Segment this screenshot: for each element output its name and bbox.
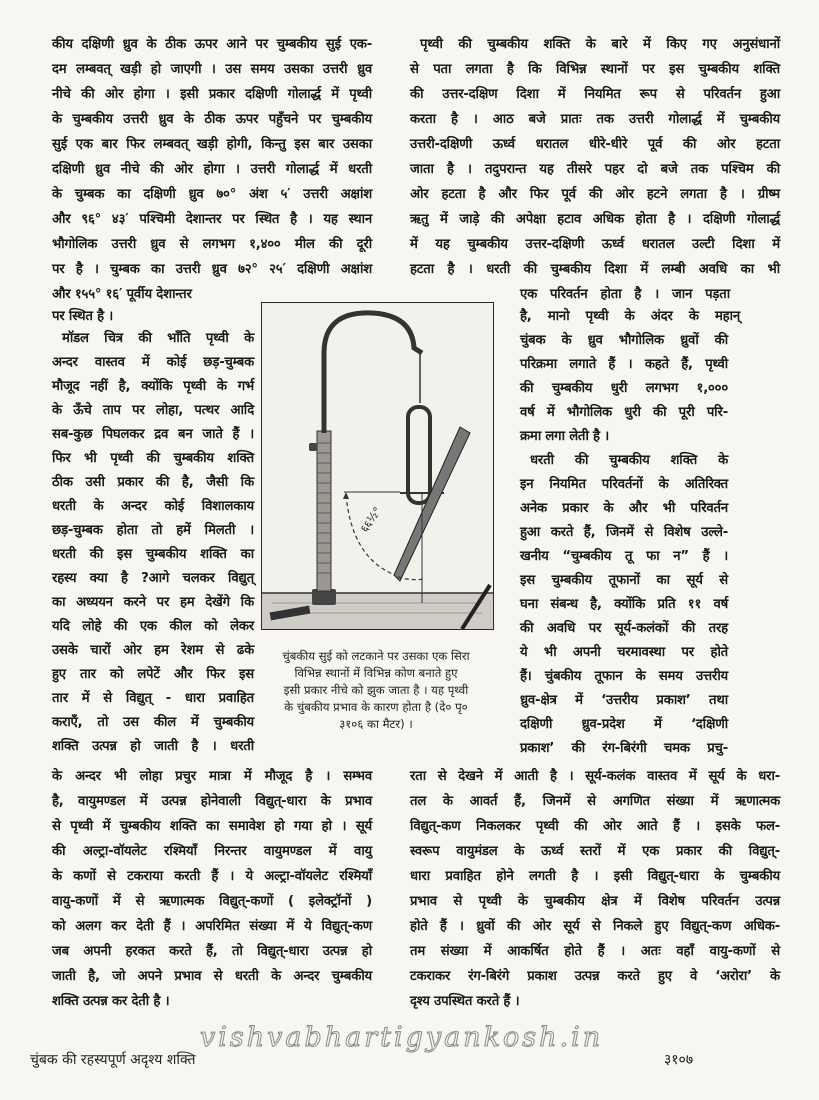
text-line: धारा प्रवाहित होने लगती है । इसी विद्युत्-धारा के चुम्बकीय bbox=[410, 869, 780, 884]
text-line: विद्युत्-कण निकलकर पृथ्वी की ओर आते हैं । इसके फल- bbox=[410, 819, 780, 834]
text-line: ओर हटता है और फिर पूर्व की ओर हटने लगता है । ग्रीष्म bbox=[410, 187, 780, 202]
text-line: के चुम्बकीय उत्तरी ध्रुव के ठीक ऊपर पहुँचने पर चुम्बकीय bbox=[52, 112, 372, 127]
text-line: की चुम्बकीय धुरी लगभग १,००० bbox=[520, 381, 728, 396]
text-line: हटता है । धरती की चुम्बकीय दिशा में लम्बी अवधि का भी bbox=[410, 262, 780, 277]
text-line: वायु-कणों में से ऋणात्मक विद्युत्-कणों ( इलेक्ट्रॉनों ) bbox=[52, 894, 372, 909]
text-line: नीचे की ओर होगा । इसी प्रकार दक्षिणी गोलार्द्ध में पृथ्वी bbox=[52, 87, 372, 102]
text-line: शक्ति उत्पन्न कर देती है । bbox=[52, 994, 170, 1009]
text-line: से पृथ्वी में चुम्बकीय शक्ति का समावेश हो गया हो । सूर्य bbox=[52, 819, 372, 834]
text-line: दक्षिणी ध्रुव-प्रदेश में ‘दक्षिणी bbox=[520, 717, 728, 732]
text-line: धरती की चुम्बकीय शक्ति के bbox=[530, 453, 728, 468]
text-line: है, वायुमण्डल में उत्पन्न होनेवाली विद्युत्-धारा के प्रभाव bbox=[52, 794, 372, 809]
caption-line: इसी प्रकार नीचे को झुक जाता है । यह पृथ्वी bbox=[283, 683, 469, 697]
text-line: कीय दक्षिणी ध्रुव के ठीक ऊपर आने पर चुम्बकीय सुई एक- bbox=[52, 37, 372, 52]
text-line: सुई एक बार फिर लम्बवत् खड़ी होगी, किन्तु इस बार उसका bbox=[52, 137, 372, 152]
text-line: की अल्ट्रा-वॉयलेट रश्मियाँ निरन्तर वायुमण्डल में वायु bbox=[52, 844, 372, 859]
text-line: ये भी अपनी चरमावस्था पर होते bbox=[520, 645, 728, 660]
text-line: ठीक उसी प्रकार की है, जैसी कि bbox=[52, 475, 254, 490]
text-line: का अध्ययन करने पर हम देखेंगे कि bbox=[52, 595, 254, 610]
text-line: के कणों से टकराया करती हैं । ये अल्ट्रा-वॉयलेट रश्मियाँ bbox=[52, 869, 372, 884]
text-line: पर है । चुम्बक का उत्तरी ध्रुव ७२° २५′ दक्षिणी अक्षांश bbox=[52, 262, 372, 277]
text-line: तम संख्या में आकर्षित होते हैं । अतः वहाँ वायु-कणों से bbox=[410, 944, 780, 959]
text-line: एक परिवर्तन होता है । जान पड़ता bbox=[520, 287, 730, 302]
text-line: ऋतु में जाड़े की अपेक्षा हटाव अधिक होता है । दक्षिणी गोलार्द्ध bbox=[410, 212, 780, 227]
watermark: vishvabhartigyankosh.in bbox=[200, 1022, 604, 1053]
running-footer-title: चुंबक की रहस्यपूर्ण अदृश्य शक्ति bbox=[30, 1052, 196, 1068]
text-line: चुंबक के ध्रुव भौगोलिक ध्रुवों की bbox=[520, 333, 728, 348]
caption-line: ३१०६ का मैटर) । bbox=[339, 717, 413, 731]
text-line: तल के आवर्त हैं, जिनमें से अगणित संख्या में ऋणात्मक bbox=[410, 794, 780, 809]
text-line: प्रकाश’ की रंग-बिरंगी चमक प्रचु- bbox=[520, 741, 728, 756]
text-line: और ९६° ४३′ पश्चिमी देशान्तर पर स्थित है । यह स्थान bbox=[52, 212, 372, 227]
caption-line: चुंबकीय सुई को लटकाने पर उसका एक सिरा bbox=[282, 649, 470, 663]
text-line: को अलग कर देती हैं । अपरिमित संख्या में ये विद्युत्-कण bbox=[52, 919, 372, 934]
text-line: मौजूद नहीं है, क्योंकि पृथ्वी के गर्भ bbox=[52, 379, 254, 394]
text-line: भौगोलिक उत्तरी ध्रुव से लगभग १,४०० मील की दूरी bbox=[52, 237, 372, 252]
text-line: जाती है, जो अपने प्रभाव से धरती के अन्दर चुम्बकीय bbox=[52, 969, 372, 984]
text-line: यदि लोहे की एक कील को लेकर bbox=[52, 619, 254, 634]
text-line: हैं। चुंबकीय तूफान के समय उत्तरीय bbox=[520, 669, 728, 684]
text-line: रता से देखने में आती है । सूर्य-कलंक वास्तव में सूर्य के धरा- bbox=[410, 769, 780, 784]
text-line: हुआ करते हैं, जिनमें से विशेष उल्ले- bbox=[520, 525, 728, 540]
text-line: ध्रुव-क्षेत्र में ‘उत्तरीय प्रकाश’ तथा bbox=[520, 693, 728, 708]
text-line: की उत्तर-दक्षिण दिशा में नियमित रूप से परिवर्तन हुआ bbox=[410, 87, 780, 102]
text-line: जब अपनी हरकत करते हैं, तो विद्युत्-धारा उत्पन्न हो bbox=[52, 944, 372, 959]
text-line: घना संबन्ध है, क्योंकि प्रति ११ वर्ष bbox=[520, 597, 728, 612]
text-line: जाता है । तदुपरान्त यह तीसरे पहर दो बजे तक पश्चिम की bbox=[410, 162, 780, 177]
text-line: कराएँ, तो उस कील में चुम्बकीय bbox=[52, 715, 254, 730]
text-line: अन्दर वास्तव में कोई छड़-चुम्बक bbox=[52, 355, 254, 370]
text-line: मॉडल चित्र की भाँति पृथ्वी के bbox=[62, 331, 254, 346]
text-line: खनीय “चुम्बकीय तू फा न” हैं । bbox=[520, 549, 728, 564]
text-line: के अन्दर भी लोहा प्रचुर मात्रा में मौजूद है । सम्भव bbox=[52, 769, 372, 784]
text-line: क्रमा लगा लेती है । bbox=[520, 429, 610, 444]
text-line: टकराकर रंग-बिरंगे प्रकाश उत्पन्न करते हुए वे ‘अरोरा’ के bbox=[410, 969, 780, 984]
caption-line: के चुंबकीय प्रभाव के कारण होता है (दे० पृ० bbox=[284, 700, 468, 714]
text-line: फिर भी पृथ्वी की चुम्बकीय शक्ति bbox=[52, 451, 254, 466]
text-line: उसके चारों ओर हम रेशम से ढके bbox=[52, 643, 254, 658]
text-line: हुए तार को लपेटें और फिर इस bbox=[52, 667, 254, 682]
text-line: तार में से विद्युत् - धारा प्रवाहित bbox=[52, 691, 254, 706]
angle-label: ६६½° bbox=[357, 504, 385, 535]
text-line: में यह चुम्बकीय उत्तर-दक्षिणी ऊर्ध्व धरातल उल्टी दिशा में bbox=[410, 237, 780, 252]
text-line: छड़-चुम्बक होता तो हमें मिलती । bbox=[52, 523, 254, 538]
text-line: रहस्य क्या है ?आगे चलकर विद्युत् bbox=[52, 571, 254, 586]
text-line: होते हैं । ध्रुवों की ओर सूर्य से निकले हुए विद्युत्-कण अधिक- bbox=[410, 919, 780, 934]
text-line: पर स्थित है । bbox=[52, 309, 114, 324]
text-line: इस चुम्बकीय तूफानों का सूर्य से bbox=[520, 573, 728, 588]
text-line: दक्षिणी ध्रुव नीचे की ओर होगा । उत्तरी गोलार्द्ध में धरती bbox=[52, 162, 372, 177]
text-line: से पता लगता है कि विभिन्न स्थानों पर इस चुम्बकीय शक्ति bbox=[410, 62, 780, 77]
text-line: अनेक प्रकार के और भी परिवर्तन bbox=[520, 501, 728, 516]
text-line: धरती की इस चुम्बकीय शक्ति का bbox=[52, 547, 254, 562]
text-line: वर्ष में भौगोलिक धुरी की पूरी परि- bbox=[520, 405, 728, 420]
text-line: और १५५° १६′ पूर्वीय देशान्तर bbox=[52, 287, 192, 302]
text-line: दम लम्बवत् खड़ी हो जाएगी । उस समय उसका उत्तरी ध्रुव bbox=[52, 62, 372, 77]
caption-line: विभिन्न स्थानों में विभिन्न कोण बनाते हुए bbox=[294, 666, 458, 680]
text-line: की अवधि पर सूर्य-कलंकों की तरह bbox=[520, 621, 728, 636]
text-line: के ऊँचे ताप पर लोहा, पत्थर आदि bbox=[52, 403, 254, 418]
text-line: स्वरूप वायुमंडल के ऊर्ध्व स्तरों में एक प्रकार की विद्युत्- bbox=[410, 844, 780, 859]
page-number: ३१०७ bbox=[664, 1052, 694, 1068]
text-line: दृश्य उपस्थित करते हैं । bbox=[410, 994, 520, 1009]
text-line: है, मानो पृथ्वी के अंदर के महान् bbox=[520, 309, 740, 324]
dip-needle-drawing bbox=[262, 303, 493, 629]
text-line: धरती के अन्दर कोई विशालकाय bbox=[52, 499, 254, 514]
text-line: शक्ति उत्पन्न हो जाती है । धरती bbox=[52, 739, 254, 754]
text-line: सब-कुछ पिघलकर द्रव बन जाते हैं । bbox=[52, 427, 254, 442]
text-line: के चुम्बक का दक्षिणी ध्रुव ७०° अंश ५′ उत्तरी अक्षांश bbox=[52, 187, 372, 202]
dip-needle-illustration bbox=[261, 302, 494, 630]
text-line: पृथ्वी की चुम्बकीय शक्ति के बारे में किए गए अनुसंधानों bbox=[420, 37, 780, 52]
text-line: उत्तरी-दक्षिणी ऊर्ध्व धरातल धीरे-धीरे पूर्व की ओर हटता bbox=[410, 137, 780, 152]
text-line: इन नियमित परिवर्तनों के अतिरिक्त bbox=[520, 477, 728, 492]
text-line: करता है । आठ बजे प्रातः तक उत्तरी गोलार्द्ध में चुम्बकीय bbox=[410, 112, 780, 127]
text-line: प्रभाव से पृथ्वी के चुम्बकीय क्षेत्र में विशेष परिवर्तन उत्पन्न bbox=[410, 894, 780, 909]
text-line: परिक्रमा लगाते हैं । कहते हैं, पृथ्वी bbox=[520, 357, 728, 372]
